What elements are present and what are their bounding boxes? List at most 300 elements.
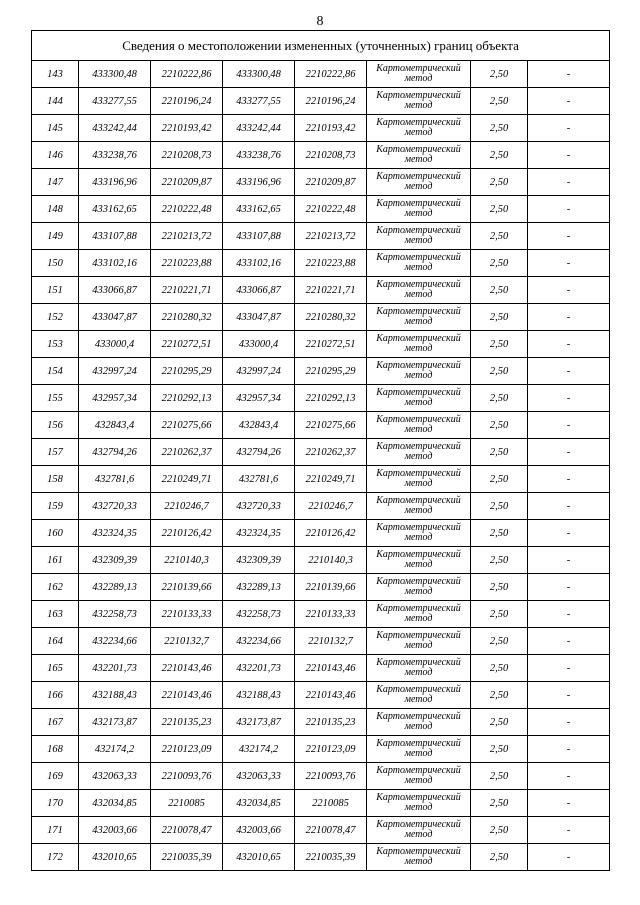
method-line-2: метод xyxy=(404,397,433,408)
refined-x-cell: 432997,24 xyxy=(223,358,295,385)
note-cell: - xyxy=(528,466,610,493)
refined-y-cell: 2210135,23 xyxy=(295,709,367,736)
refined-y-cell: 2210246,7 xyxy=(295,493,367,520)
accuracy-cell: 2,50 xyxy=(471,88,528,115)
method-line-1: Картометрический xyxy=(376,198,461,209)
accuracy-cell: 2,50 xyxy=(471,736,528,763)
existing-y-cell: 2210213,72 xyxy=(151,223,223,250)
method-line-2: метод xyxy=(404,694,433,705)
method-line-2: метод xyxy=(404,316,433,327)
point-number-cell: 168 xyxy=(32,736,79,763)
refined-y-cell: 2210249,71 xyxy=(295,466,367,493)
accuracy-cell: 2,50 xyxy=(471,601,528,628)
note-cell: - xyxy=(528,763,610,790)
method-line-1: Картометрический xyxy=(376,711,461,722)
method-line-2: метод xyxy=(404,586,433,597)
refined-x-cell: 432843,4 xyxy=(223,412,295,439)
existing-x-cell: 432034,85 xyxy=(79,790,151,817)
method-cell xyxy=(367,169,471,196)
method-line-1: Картометрический xyxy=(376,144,461,155)
note-cell: - xyxy=(528,628,610,655)
note-cell: - xyxy=(528,250,610,277)
refined-x-cell: 433238,76 xyxy=(223,142,295,169)
existing-y-cell: 2210249,71 xyxy=(151,466,223,493)
method-cell xyxy=(367,439,471,466)
note-cell: - xyxy=(528,385,610,412)
accuracy-cell: 2,50 xyxy=(471,628,528,655)
method-line-1: Картометрический xyxy=(376,414,461,425)
existing-y-cell: 2210292,13 xyxy=(151,385,223,412)
point-number-cell: 146 xyxy=(32,142,79,169)
method-line-1: Картометрический xyxy=(376,252,461,263)
boundary-coordinates-table xyxy=(31,30,610,871)
refined-x-cell: 432720,33 xyxy=(223,493,295,520)
method-line-1: Картометрический xyxy=(376,576,461,587)
method-line-2: метод xyxy=(404,262,433,273)
method-cell xyxy=(367,763,471,790)
refined-x-cell: 432781,6 xyxy=(223,466,295,493)
accuracy-cell: 2,50 xyxy=(471,574,528,601)
method-cell xyxy=(367,223,471,250)
method-line-1: Картометрический xyxy=(376,495,461,506)
note-cell: - xyxy=(528,358,610,385)
method-line-1: Картометрический xyxy=(376,387,461,398)
point-number-cell: 152 xyxy=(32,304,79,331)
method-cell xyxy=(367,817,471,844)
table-row xyxy=(32,655,610,682)
existing-y-cell: 2210078,47 xyxy=(151,817,223,844)
refined-x-cell: 432010,65 xyxy=(223,844,295,871)
existing-x-cell: 433047,87 xyxy=(79,304,151,331)
table-row xyxy=(32,169,610,196)
existing-x-cell: 432234,66 xyxy=(79,628,151,655)
table-row xyxy=(32,493,610,520)
method-cell xyxy=(367,466,471,493)
accuracy-cell: 2,50 xyxy=(471,520,528,547)
refined-x-cell: 433066,87 xyxy=(223,277,295,304)
table-row xyxy=(32,250,610,277)
table-row xyxy=(32,574,610,601)
method-line-2: метод xyxy=(404,613,433,624)
note-cell: - xyxy=(528,196,610,223)
point-number-cell: 158 xyxy=(32,466,79,493)
note-cell: - xyxy=(528,655,610,682)
existing-y-cell: 2210272,51 xyxy=(151,331,223,358)
method-cell xyxy=(367,61,471,88)
method-line-1: Картометрический xyxy=(376,333,461,344)
note-cell: - xyxy=(528,304,610,331)
table-row xyxy=(32,115,610,142)
table-row xyxy=(32,763,610,790)
method-cell xyxy=(367,304,471,331)
existing-x-cell: 432781,6 xyxy=(79,466,151,493)
existing-y-cell: 2210143,46 xyxy=(151,655,223,682)
existing-x-cell: 432258,73 xyxy=(79,601,151,628)
existing-x-cell: 432843,4 xyxy=(79,412,151,439)
method-cell xyxy=(367,736,471,763)
refined-y-cell: 2210223,88 xyxy=(295,250,367,277)
existing-y-cell: 2210133,33 xyxy=(151,601,223,628)
method-line-1: Картометрический xyxy=(376,90,461,101)
accuracy-cell: 2,50 xyxy=(471,709,528,736)
method-line-1: Картометрический xyxy=(376,657,461,668)
accuracy-cell: 2,50 xyxy=(471,115,528,142)
table-row xyxy=(32,196,610,223)
existing-y-cell: 2210223,88 xyxy=(151,250,223,277)
refined-y-cell: 2210193,42 xyxy=(295,115,367,142)
table-row xyxy=(32,547,610,574)
accuracy-cell: 2,50 xyxy=(471,385,528,412)
method-line-2: метод xyxy=(404,127,433,138)
refined-x-cell: 432258,73 xyxy=(223,601,295,628)
table-row xyxy=(32,601,610,628)
note-cell: - xyxy=(528,88,610,115)
accuracy-cell: 2,50 xyxy=(471,817,528,844)
note-cell: - xyxy=(528,817,610,844)
method-line-2: метод xyxy=(404,73,433,84)
table-row xyxy=(32,439,610,466)
note-cell: - xyxy=(528,223,610,250)
method-line-1: Картометрический xyxy=(376,279,461,290)
existing-y-cell: 2210222,86 xyxy=(151,61,223,88)
existing-x-cell: 432201,73 xyxy=(79,655,151,682)
table-row xyxy=(32,331,610,358)
note-cell: - xyxy=(528,115,610,142)
accuracy-cell: 2,50 xyxy=(471,682,528,709)
table-row xyxy=(32,628,610,655)
refined-y-cell: 2210078,47 xyxy=(295,817,367,844)
method-cell xyxy=(367,844,471,871)
note-cell: - xyxy=(528,169,610,196)
accuracy-cell: 2,50 xyxy=(471,250,528,277)
method-cell xyxy=(367,520,471,547)
accuracy-cell: 2,50 xyxy=(471,277,528,304)
method-line-1: Картометрический xyxy=(376,468,461,479)
accuracy-cell: 2,50 xyxy=(471,196,528,223)
refined-x-cell: 432309,39 xyxy=(223,547,295,574)
point-number-cell: 163 xyxy=(32,601,79,628)
existing-y-cell: 2210246,7 xyxy=(151,493,223,520)
refined-y-cell: 2210196,24 xyxy=(295,88,367,115)
existing-x-cell: 432309,39 xyxy=(79,547,151,574)
accuracy-cell: 2,50 xyxy=(471,223,528,250)
existing-x-cell: 433000,4 xyxy=(79,331,151,358)
point-number-cell: 145 xyxy=(32,115,79,142)
existing-x-cell: 433242,44 xyxy=(79,115,151,142)
method-line-2: метод xyxy=(404,559,433,570)
refined-y-cell: 2210222,86 xyxy=(295,61,367,88)
refined-x-cell: 433107,88 xyxy=(223,223,295,250)
accuracy-cell: 2,50 xyxy=(471,790,528,817)
method-line-1: Картометрический xyxy=(376,603,461,614)
point-number-cell: 161 xyxy=(32,547,79,574)
accuracy-cell: 2,50 xyxy=(471,439,528,466)
note-cell: - xyxy=(528,493,610,520)
accuracy-cell: 2,50 xyxy=(471,358,528,385)
existing-x-cell: 433102,16 xyxy=(79,250,151,277)
method-cell xyxy=(367,412,471,439)
table-row xyxy=(32,304,610,331)
point-number-cell: 144 xyxy=(32,88,79,115)
table-row xyxy=(32,736,610,763)
method-line-2: метод xyxy=(404,721,433,732)
accuracy-cell: 2,50 xyxy=(471,169,528,196)
method-line-2: метод xyxy=(404,856,433,867)
refined-y-cell: 2210035,39 xyxy=(295,844,367,871)
method-cell xyxy=(367,493,471,520)
table-row xyxy=(32,412,610,439)
refined-x-cell: 432201,73 xyxy=(223,655,295,682)
refined-y-cell: 2210209,87 xyxy=(295,169,367,196)
refined-x-cell: 432188,43 xyxy=(223,682,295,709)
method-cell xyxy=(367,331,471,358)
table-row xyxy=(32,844,610,871)
point-number-cell: 172 xyxy=(32,844,79,871)
method-line-1: Картометрический xyxy=(376,306,461,317)
method-line-2: метод xyxy=(404,154,433,165)
refined-y-cell: 2210295,29 xyxy=(295,358,367,385)
method-line-2: метод xyxy=(404,640,433,651)
point-number-cell: 159 xyxy=(32,493,79,520)
refined-x-cell: 433277,55 xyxy=(223,88,295,115)
point-number-cell: 167 xyxy=(32,709,79,736)
refined-x-cell: 433300,48 xyxy=(223,61,295,88)
method-line-2: метод xyxy=(404,181,433,192)
note-cell: - xyxy=(528,277,610,304)
point-number-cell: 143 xyxy=(32,61,79,88)
table-row xyxy=(32,709,610,736)
accuracy-cell: 2,50 xyxy=(471,466,528,493)
existing-y-cell: 2210295,29 xyxy=(151,358,223,385)
point-number-cell: 148 xyxy=(32,196,79,223)
method-line-2: метод xyxy=(404,289,433,300)
point-number-cell: 150 xyxy=(32,250,79,277)
point-number-cell: 155 xyxy=(32,385,79,412)
method-cell xyxy=(367,628,471,655)
existing-y-cell: 2210126,42 xyxy=(151,520,223,547)
method-line-2: метод xyxy=(404,451,433,462)
existing-x-cell: 432957,34 xyxy=(79,385,151,412)
existing-x-cell: 432997,24 xyxy=(79,358,151,385)
accuracy-cell: 2,50 xyxy=(471,304,528,331)
refined-x-cell: 432794,26 xyxy=(223,439,295,466)
table-row xyxy=(32,142,610,169)
refined-x-cell: 432174,2 xyxy=(223,736,295,763)
accuracy-cell: 2,50 xyxy=(471,547,528,574)
method-line-2: метод xyxy=(404,235,433,246)
refined-x-cell: 433047,87 xyxy=(223,304,295,331)
method-cell xyxy=(367,709,471,736)
table-row xyxy=(32,358,610,385)
refined-x-cell: 432289,13 xyxy=(223,574,295,601)
point-number-cell: 154 xyxy=(32,358,79,385)
table-row xyxy=(32,817,610,844)
method-cell xyxy=(367,358,471,385)
note-cell: - xyxy=(528,736,610,763)
point-number-cell: 153 xyxy=(32,331,79,358)
existing-y-cell: 2210139,66 xyxy=(151,574,223,601)
existing-x-cell: 433066,87 xyxy=(79,277,151,304)
accuracy-cell: 2,50 xyxy=(471,493,528,520)
note-cell: - xyxy=(528,682,610,709)
method-line-1: Картометрический xyxy=(376,441,461,452)
existing-x-cell: 433107,88 xyxy=(79,223,151,250)
refined-y-cell: 2210123,09 xyxy=(295,736,367,763)
note-cell: - xyxy=(528,520,610,547)
refined-y-cell: 2210140,3 xyxy=(295,547,367,574)
existing-x-cell: 433196,96 xyxy=(79,169,151,196)
existing-y-cell: 2210280,32 xyxy=(151,304,223,331)
method-line-2: метод xyxy=(404,532,433,543)
existing-y-cell: 2210093,76 xyxy=(151,763,223,790)
point-number-cell: 149 xyxy=(32,223,79,250)
method-line-1: Картометрический xyxy=(376,846,461,857)
refined-y-cell: 2210143,46 xyxy=(295,682,367,709)
refined-y-cell: 2210222,48 xyxy=(295,196,367,223)
refined-x-cell: 432173,87 xyxy=(223,709,295,736)
method-cell xyxy=(367,601,471,628)
accuracy-cell: 2,50 xyxy=(471,142,528,169)
accuracy-cell: 2,50 xyxy=(471,763,528,790)
refined-x-cell: 432003,66 xyxy=(223,817,295,844)
existing-x-cell: 432188,43 xyxy=(79,682,151,709)
existing-x-cell: 433300,48 xyxy=(79,61,151,88)
method-line-2: метод xyxy=(404,829,433,840)
existing-x-cell: 432003,66 xyxy=(79,817,151,844)
refined-x-cell: 433242,44 xyxy=(223,115,295,142)
method-cell xyxy=(367,385,471,412)
method-line-2: метод xyxy=(404,802,433,813)
table-row xyxy=(32,61,610,88)
refined-y-cell: 2210132,7 xyxy=(295,628,367,655)
existing-y-cell: 2210209,87 xyxy=(151,169,223,196)
refined-x-cell: 433102,16 xyxy=(223,250,295,277)
existing-x-cell: 432063,33 xyxy=(79,763,151,790)
method-line-2: метод xyxy=(404,100,433,111)
table-row xyxy=(32,466,610,493)
existing-x-cell: 432173,87 xyxy=(79,709,151,736)
refined-y-cell: 2210213,72 xyxy=(295,223,367,250)
accuracy-cell: 2,50 xyxy=(471,655,528,682)
table-row xyxy=(32,277,610,304)
method-line-1: Картометрический xyxy=(376,765,461,776)
existing-x-cell: 432720,33 xyxy=(79,493,151,520)
point-number-cell: 164 xyxy=(32,628,79,655)
existing-y-cell: 2210222,48 xyxy=(151,196,223,223)
refined-x-cell: 432957,34 xyxy=(223,385,295,412)
existing-y-cell: 2210135,23 xyxy=(151,709,223,736)
refined-y-cell: 2210139,66 xyxy=(295,574,367,601)
existing-y-cell: 2210035,39 xyxy=(151,844,223,871)
point-number-cell: 165 xyxy=(32,655,79,682)
refined-y-cell: 2210292,13 xyxy=(295,385,367,412)
refined-y-cell: 2210280,32 xyxy=(295,304,367,331)
accuracy-cell: 2,50 xyxy=(471,331,528,358)
existing-y-cell: 2210123,09 xyxy=(151,736,223,763)
method-line-1: Картометрический xyxy=(376,738,461,749)
method-line-1: Картометрический xyxy=(376,225,461,236)
existing-y-cell: 2210140,3 xyxy=(151,547,223,574)
point-number-cell: 156 xyxy=(32,412,79,439)
method-cell xyxy=(367,142,471,169)
point-number-cell: 151 xyxy=(32,277,79,304)
method-line-1: Картометрический xyxy=(376,360,461,371)
existing-y-cell: 2210275,66 xyxy=(151,412,223,439)
method-line-2: метод xyxy=(404,748,433,759)
refined-x-cell: 432034,85 xyxy=(223,790,295,817)
page-number: 8 xyxy=(316,14,324,29)
existing-y-cell: 2210132,7 xyxy=(151,628,223,655)
section-title-row xyxy=(32,31,610,61)
refined-y-cell: 2210221,71 xyxy=(295,277,367,304)
point-number-cell: 160 xyxy=(32,520,79,547)
method-cell xyxy=(367,196,471,223)
table-row xyxy=(32,790,610,817)
refined-x-cell: 433162,65 xyxy=(223,196,295,223)
method-line-1: Картометрический xyxy=(376,117,461,128)
method-cell xyxy=(367,88,471,115)
refined-y-cell: 2210143,46 xyxy=(295,655,367,682)
refined-y-cell: 2210262,37 xyxy=(295,439,367,466)
method-cell xyxy=(367,250,471,277)
existing-x-cell: 432010,65 xyxy=(79,844,151,871)
refined-x-cell: 432324,35 xyxy=(223,520,295,547)
existing-x-cell: 432289,13 xyxy=(79,574,151,601)
refined-y-cell: 2210126,42 xyxy=(295,520,367,547)
method-line-1: Картометрический xyxy=(376,684,461,695)
refined-x-cell: 432234,66 xyxy=(223,628,295,655)
method-line-1: Картометрический xyxy=(376,171,461,182)
note-cell: - xyxy=(528,439,610,466)
method-line-1: Картометрический xyxy=(376,819,461,830)
table-row xyxy=(32,520,610,547)
existing-y-cell: 2210262,37 xyxy=(151,439,223,466)
point-number-cell: 147 xyxy=(32,169,79,196)
table-row xyxy=(32,385,610,412)
method-line-2: метод xyxy=(404,343,433,354)
point-number-cell: 166 xyxy=(32,682,79,709)
point-number-cell: 170 xyxy=(32,790,79,817)
refined-x-cell: 432063,33 xyxy=(223,763,295,790)
note-cell: - xyxy=(528,61,610,88)
method-line-1: Картометрический xyxy=(376,630,461,641)
method-cell xyxy=(367,682,471,709)
refined-y-cell: 2210093,76 xyxy=(295,763,367,790)
refined-y-cell: 2210133,33 xyxy=(295,601,367,628)
note-cell: - xyxy=(528,601,610,628)
refined-x-cell: 433000,4 xyxy=(223,331,295,358)
refined-y-cell: 2210085 xyxy=(295,790,367,817)
table-row xyxy=(32,88,610,115)
existing-x-cell: 433277,55 xyxy=(79,88,151,115)
existing-x-cell: 432794,26 xyxy=(79,439,151,466)
method-line-2: метод xyxy=(404,370,433,381)
note-cell: - xyxy=(528,547,610,574)
table-row xyxy=(32,682,610,709)
existing-y-cell: 2210085 xyxy=(151,790,223,817)
method-cell xyxy=(367,277,471,304)
note-cell: - xyxy=(528,412,610,439)
method-line-1: Картометрический xyxy=(376,792,461,803)
note-cell: - xyxy=(528,331,610,358)
existing-y-cell: 2210143,46 xyxy=(151,682,223,709)
method-line-2: метод xyxy=(404,478,433,489)
existing-y-cell: 2210208,73 xyxy=(151,142,223,169)
method-line-1: Картометрический xyxy=(376,63,461,74)
method-line-2: метод xyxy=(404,667,433,678)
method-line-2: метод xyxy=(404,775,433,786)
refined-y-cell: 2210275,66 xyxy=(295,412,367,439)
